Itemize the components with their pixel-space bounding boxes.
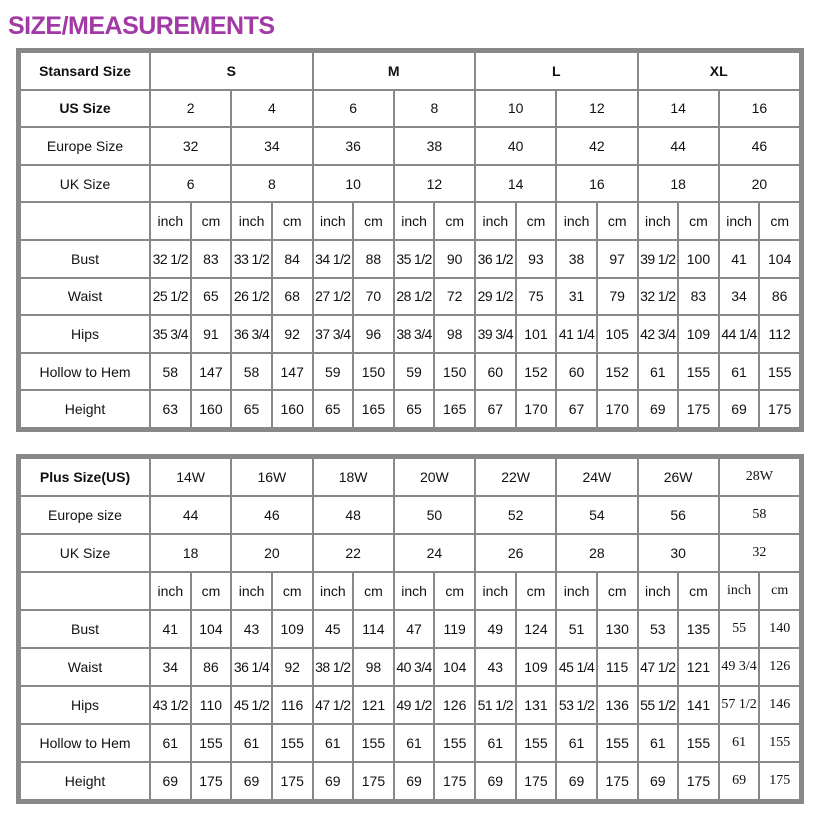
measurement-inch-cell: 61 (720, 725, 759, 761)
measurement-inch-cell: 60 (557, 354, 596, 390)
measurement-label: Hips (21, 687, 149, 723)
uk-size-cell: 8 (232, 166, 311, 202)
measurement-inch-cell: 45 1/4 (557, 649, 596, 685)
measurement-cm-cell: 175 (435, 763, 474, 799)
measurement-cm-cell: 135 (679, 611, 718, 647)
measurement-cm-cell: 152 (598, 354, 637, 390)
measurement-label: Height (21, 763, 149, 799)
plus-uk-cell: 18 (151, 535, 230, 571)
measurement-cm-cell: 155 (517, 725, 556, 761)
measurement-cm-cell: 175 (192, 763, 231, 799)
unit-cm: cm (679, 203, 718, 239)
plus-uk-cell: 30 (639, 535, 718, 571)
measurement-cm-cell: 155 (679, 725, 718, 761)
plus-uk-cell: 32 (720, 535, 799, 571)
measurement-inch-cell: 61 (720, 354, 759, 390)
uk-size-cell: 6 (151, 166, 230, 202)
plus-uk-cell: 26 (476, 535, 555, 571)
measurement-cm-cell: 104 (435, 649, 474, 685)
measurement-inch-cell: 55 (720, 611, 759, 647)
group-s: S (151, 53, 312, 89)
measurement-inch-cell: 49 (476, 611, 515, 647)
measurement-inch-cell: 42 3/4 (639, 316, 678, 352)
plus-europe-cell: 56 (639, 497, 718, 533)
measurement-cm-cell: 124 (517, 611, 556, 647)
measurement-inch-cell: 36 1/2 (476, 241, 515, 277)
measurement-cm-cell: 84 (273, 241, 312, 277)
unit-cm: cm (192, 573, 231, 609)
unit-inch: inch (395, 203, 434, 239)
measurement-cm-cell: 175 (273, 763, 312, 799)
measurement-cm-cell: 141 (679, 687, 718, 723)
measurement-inch-cell: 25 1/2 (151, 279, 190, 315)
standard-group-row (21, 53, 799, 89)
units-row-blank (21, 203, 149, 239)
unit-inch: inch (557, 203, 596, 239)
uk-size-cell: 20 (720, 166, 799, 202)
plus-uk-label: UK Size (21, 535, 149, 571)
unit-cm: cm (354, 573, 393, 609)
unit-cm: cm (598, 573, 637, 609)
uk-size-cell: 16 (557, 166, 636, 202)
measurement-cm-cell: 155 (273, 725, 312, 761)
plus-europe-row (21, 497, 799, 533)
europe-size-cell: 44 (639, 128, 718, 164)
measurement-label: Waist (21, 649, 149, 685)
unit-cm: cm (354, 203, 393, 239)
measurement-cm-cell: 155 (435, 725, 474, 761)
measurement-cm-cell: 131 (517, 687, 556, 723)
plus-size-header: Plus Size(US) (21, 459, 149, 495)
us-size-cell: 6 (314, 91, 393, 127)
europe-size-cell: 34 (232, 128, 311, 164)
unit-cm: cm (598, 203, 637, 239)
plus-units-row-blank (21, 573, 149, 609)
plus-size-cell: 16W (232, 459, 311, 495)
measurement-cm-cell: 112 (760, 316, 799, 352)
measurement-inch-cell: 41 (720, 241, 759, 277)
measurement-cm-cell: 140 (760, 611, 799, 647)
measurement-cm-cell: 83 (679, 279, 718, 315)
unit-inch: inch (232, 573, 271, 609)
plus-uk-cell: 28 (557, 535, 636, 571)
measurement-inch-cell: 36 3/4 (232, 316, 271, 352)
standard-measurements (21, 241, 799, 427)
unit-cm: cm (760, 203, 799, 239)
measurement-inch-cell: 29 1/2 (476, 279, 515, 315)
measurement-cm-cell: 90 (435, 241, 474, 277)
measurement-inch-cell: 26 1/2 (232, 279, 271, 315)
measurement-inch-cell: 32 1/2 (639, 279, 678, 315)
europe-size-cell: 32 (151, 128, 230, 164)
measurement-inch-cell: 45 1/2 (232, 687, 271, 723)
measurement-cm-cell: 109 (679, 316, 718, 352)
measurement-cm-cell: 160 (192, 391, 231, 427)
measurement-inch-cell: 61 (314, 725, 353, 761)
measurement-cm-cell: 175 (354, 763, 393, 799)
measurement-cm-cell: 72 (435, 279, 474, 315)
unit-cm: cm (517, 573, 556, 609)
plus-europe-cell: 52 (476, 497, 555, 533)
plus-europe-cell: 54 (557, 497, 636, 533)
measurement-cm-cell: 126 (435, 687, 474, 723)
measurement-inch-cell: 61 (639, 725, 678, 761)
unit-inch: inch (720, 573, 759, 609)
uk-size-cell: 12 (395, 166, 474, 202)
plus-size-cell: 20W (395, 459, 474, 495)
measurement-inch-cell: 40 3/4 (395, 649, 434, 685)
measurement-cm-cell: 101 (517, 316, 556, 352)
unit-cm: cm (273, 573, 312, 609)
measurement-cm-cell: 155 (598, 725, 637, 761)
plus-size-cell: 28W (720, 459, 799, 495)
unit-inch: inch (476, 203, 515, 239)
measurement-cm-cell: 160 (273, 391, 312, 427)
measurement-cm-cell: 121 (679, 649, 718, 685)
measurement-cm-cell: 104 (760, 241, 799, 277)
measurement-inch-cell: 61 (557, 725, 596, 761)
unit-cm: cm (192, 203, 231, 239)
measurement-inch-cell: 47 1/2 (639, 649, 678, 685)
plus-size-cell: 22W (476, 459, 555, 495)
unit-cm: cm (517, 203, 556, 239)
plus-size-cell: 24W (557, 459, 636, 495)
measurement-inch-cell: 34 (720, 279, 759, 315)
unit-inch: inch (314, 203, 353, 239)
measurement-inch-cell: 35 1/2 (395, 241, 434, 277)
measurement-inch-cell: 49 1/2 (395, 687, 434, 723)
measurement-inch-cell: 65 (314, 391, 353, 427)
measurement-inch-cell: 69 (232, 763, 271, 799)
plus-uk-row (21, 535, 799, 571)
measurement-cm-cell: 130 (598, 611, 637, 647)
us-size-row (21, 91, 799, 127)
plus-measurements (21, 611, 799, 799)
measurement-inch-cell: 65 (395, 391, 434, 427)
measurement-cm-cell: 104 (192, 611, 231, 647)
measurement-cm-cell: 119 (435, 611, 474, 647)
uk-size-cell: 14 (476, 166, 555, 202)
measurement-inch-cell: 41 (151, 611, 190, 647)
measurement-inch-cell: 69 (476, 763, 515, 799)
unit-cm: cm (679, 573, 718, 609)
measurement-label: Hollow to Hem (21, 725, 149, 761)
measurement-inch-cell: 59 (314, 354, 353, 390)
unit-cm: cm (273, 203, 312, 239)
measurement-cm-cell: 155 (760, 354, 799, 390)
measurement-inch-cell: 67 (557, 391, 596, 427)
measurement-label: Bust (21, 241, 149, 277)
measurement-cm-cell: 97 (598, 241, 637, 277)
plus-size-table (19, 457, 801, 801)
measurement-cm-cell: 86 (760, 279, 799, 315)
plus-uk-cell: 20 (232, 535, 311, 571)
measurement-inch-cell: 34 (151, 649, 190, 685)
plus-europe-cell: 46 (232, 497, 311, 533)
measurement-row (21, 241, 799, 277)
plus-uk-cell: 24 (395, 535, 474, 571)
unit-inch: inch (232, 203, 271, 239)
measurement-cm-cell: 92 (273, 316, 312, 352)
uk-size-row (21, 166, 799, 202)
europe-size-cell: 36 (314, 128, 393, 164)
measurement-label: Height (21, 391, 149, 427)
measurement-row (21, 391, 799, 427)
page-title: SIZE/MEASUREMENTS (8, 12, 275, 40)
measurement-inch-cell: 58 (151, 354, 190, 390)
measurement-cm-cell: 121 (354, 687, 393, 723)
measurement-cm-cell: 93 (517, 241, 556, 277)
measurement-cm-cell: 126 (760, 649, 799, 685)
measurement-inch-cell: 69 (557, 763, 596, 799)
measurement-cm-cell: 98 (354, 649, 393, 685)
measurement-cm-cell: 175 (760, 763, 799, 799)
unit-cm: cm (760, 573, 799, 609)
measurement-inch-cell: 45 (314, 611, 353, 647)
measurement-row (21, 649, 799, 685)
measurement-cm-cell: 98 (435, 316, 474, 352)
measurement-label: Hips (21, 316, 149, 352)
unit-cm: cm (435, 573, 474, 609)
us-size-cell: 16 (720, 91, 799, 127)
unit-inch: inch (476, 573, 515, 609)
measurement-cm-cell: 136 (598, 687, 637, 723)
measurement-cm-cell: 155 (679, 354, 718, 390)
measurement-inch-cell: 36 1/4 (232, 649, 271, 685)
measurement-inch-cell: 61 (151, 725, 190, 761)
us-size-cell: 4 (232, 91, 311, 127)
measurement-inch-cell: 61 (476, 725, 515, 761)
measurement-cm-cell: 83 (192, 241, 231, 277)
measurement-cm-cell: 88 (354, 241, 393, 277)
measurement-cm-cell: 109 (517, 649, 556, 685)
plus-size-cell: 14W (151, 459, 230, 495)
plus-uk-cell: 22 (314, 535, 393, 571)
us-size-cell: 10 (476, 91, 555, 127)
plus-size-cell: 26W (639, 459, 718, 495)
measurement-cm-cell: 165 (354, 391, 393, 427)
unit-inch: inch (314, 573, 353, 609)
measurement-inch-cell: 58 (232, 354, 271, 390)
measurement-cm-cell: 170 (517, 391, 556, 427)
unit-inch: inch (639, 573, 678, 609)
measurement-inch-cell: 47 1/2 (314, 687, 353, 723)
standard-size-header: Stansard Size (21, 53, 149, 89)
europe-size-label: Europe Size (21, 128, 149, 164)
measurement-inch-cell: 32 1/2 (151, 241, 190, 277)
standard-size-table (19, 51, 801, 429)
measurement-cm-cell: 116 (273, 687, 312, 723)
measurement-inch-cell: 69 (151, 763, 190, 799)
measurement-cm-cell: 152 (517, 354, 556, 390)
measurement-cm-cell: 175 (517, 763, 556, 799)
measurement-inch-cell: 53 (639, 611, 678, 647)
us-size-label: US Size (21, 91, 149, 127)
plus-europe-cell: 58 (720, 497, 799, 533)
measurement-inch-cell: 67 (476, 391, 515, 427)
measurement-cm-cell: 150 (435, 354, 474, 390)
measurement-inch-cell: 34 1/2 (314, 241, 353, 277)
plus-units-row (21, 573, 799, 609)
measurement-label: Bust (21, 611, 149, 647)
measurement-inch-cell: 41 1/4 (557, 316, 596, 352)
measurement-cm-cell: 109 (273, 611, 312, 647)
unit-inch: inch (557, 573, 596, 609)
measurement-cm-cell: 175 (598, 763, 637, 799)
measurement-inch-cell: 61 (232, 725, 271, 761)
uk-size-cell: 10 (314, 166, 393, 202)
measurement-inch-cell: 59 (395, 354, 434, 390)
measurement-inch-cell: 39 3/4 (476, 316, 515, 352)
measurement-cm-cell: 91 (192, 316, 231, 352)
measurement-cm-cell: 170 (598, 391, 637, 427)
measurement-cm-cell: 175 (679, 391, 718, 427)
measurement-cm-cell: 110 (192, 687, 231, 723)
measurement-inch-cell: 39 1/2 (639, 241, 678, 277)
measurement-cm-cell: 146 (760, 687, 799, 723)
measurement-row (21, 279, 799, 315)
measurement-inch-cell: 33 1/2 (232, 241, 271, 277)
group-l: L (476, 53, 637, 89)
measurement-inch-cell: 27 1/2 (314, 279, 353, 315)
plus-size-panel (16, 454, 804, 804)
measurement-inch-cell: 35 3/4 (151, 316, 190, 352)
unit-inch: inch (720, 203, 759, 239)
measurement-cm-cell: 155 (192, 725, 231, 761)
measurement-inch-cell: 44 1/4 (720, 316, 759, 352)
plus-europe-cell: 44 (151, 497, 230, 533)
measurement-cm-cell: 75 (517, 279, 556, 315)
measurement-inch-cell: 69 (314, 763, 353, 799)
measurement-inch-cell: 69 (395, 763, 434, 799)
measurement-inch-cell: 43 1/2 (151, 687, 190, 723)
measurement-cm-cell: 175 (679, 763, 718, 799)
measurement-cm-cell: 68 (273, 279, 312, 315)
measurement-cm-cell: 150 (354, 354, 393, 390)
measurement-inch-cell: 28 1/2 (395, 279, 434, 315)
measurement-inch-cell: 43 (232, 611, 271, 647)
measurement-inch-cell: 55 1/2 (639, 687, 678, 723)
measurement-inch-cell: 38 3/4 (395, 316, 434, 352)
measurement-inch-cell: 37 3/4 (314, 316, 353, 352)
measurement-inch-cell: 69 (639, 391, 678, 427)
measurement-row (21, 316, 799, 352)
measurement-cm-cell: 92 (273, 649, 312, 685)
europe-size-row (21, 128, 799, 164)
us-size-cell: 12 (557, 91, 636, 127)
us-size-cell: 2 (151, 91, 230, 127)
unit-inch: inch (151, 203, 190, 239)
measurement-label: Hollow to Hem (21, 354, 149, 390)
measurement-inch-cell: 65 (232, 391, 271, 427)
measurement-cm-cell: 86 (192, 649, 231, 685)
measurement-row (21, 687, 799, 723)
measurement-inch-cell: 51 1/2 (476, 687, 515, 723)
plus-europe-label: Europe size (21, 497, 149, 533)
group-xl: XL (639, 53, 800, 89)
measurement-cm-cell: 147 (273, 354, 312, 390)
measurement-cm-cell: 165 (435, 391, 474, 427)
units-row (21, 203, 799, 239)
measurement-inch-cell: 38 (557, 241, 596, 277)
measurement-inch-cell: 63 (151, 391, 190, 427)
measurement-row (21, 725, 799, 761)
measurement-inch-cell: 51 (557, 611, 596, 647)
measurement-row (21, 611, 799, 647)
uk-size-label: UK Size (21, 166, 149, 202)
plus-europe-cell: 48 (314, 497, 393, 533)
measurement-inch-cell: 49 3/4 (720, 649, 759, 685)
measurement-cm-cell: 115 (598, 649, 637, 685)
measurement-row (21, 763, 799, 799)
group-m: M (314, 53, 475, 89)
measurement-cm-cell: 155 (760, 725, 799, 761)
measurement-cm-cell: 114 (354, 611, 393, 647)
measurement-inch-cell: 53 1/2 (557, 687, 596, 723)
measurement-label: Waist (21, 279, 149, 315)
us-size-cell: 8 (395, 91, 474, 127)
europe-size-cell: 40 (476, 128, 555, 164)
measurement-inch-cell: 61 (639, 354, 678, 390)
unit-inch: inch (639, 203, 678, 239)
plus-size-cell: 18W (314, 459, 393, 495)
plus-europe-cell: 50 (395, 497, 474, 533)
measurement-cm-cell: 96 (354, 316, 393, 352)
europe-size-cell: 38 (395, 128, 474, 164)
measurement-cm-cell: 70 (354, 279, 393, 315)
standard-size-panel (16, 48, 804, 432)
measurement-cm-cell: 100 (679, 241, 718, 277)
measurement-inch-cell: 60 (476, 354, 515, 390)
unit-cm: cm (435, 203, 474, 239)
measurement-cm-cell: 105 (598, 316, 637, 352)
unit-inch: inch (151, 573, 190, 609)
plus-size-row (21, 459, 799, 495)
unit-inch: inch (395, 573, 434, 609)
europe-size-cell: 42 (557, 128, 636, 164)
measurement-inch-cell: 57 1/2 (720, 687, 759, 723)
measurement-inch-cell: 43 (476, 649, 515, 685)
us-size-cell: 14 (639, 91, 718, 127)
measurement-cm-cell: 147 (192, 354, 231, 390)
measurement-cm-cell: 65 (192, 279, 231, 315)
measurement-inch-cell: 69 (720, 763, 759, 799)
measurement-row (21, 354, 799, 390)
measurement-inch-cell: 31 (557, 279, 596, 315)
measurement-cm-cell: 155 (354, 725, 393, 761)
europe-size-cell: 46 (720, 128, 799, 164)
measurement-inch-cell: 61 (395, 725, 434, 761)
measurement-cm-cell: 79 (598, 279, 637, 315)
uk-size-cell: 18 (639, 166, 718, 202)
measurement-inch-cell: 69 (720, 391, 759, 427)
measurement-inch-cell: 47 (395, 611, 434, 647)
measurement-inch-cell: 69 (639, 763, 678, 799)
measurement-inch-cell: 38 1/2 (314, 649, 353, 685)
measurement-cm-cell: 175 (760, 391, 799, 427)
